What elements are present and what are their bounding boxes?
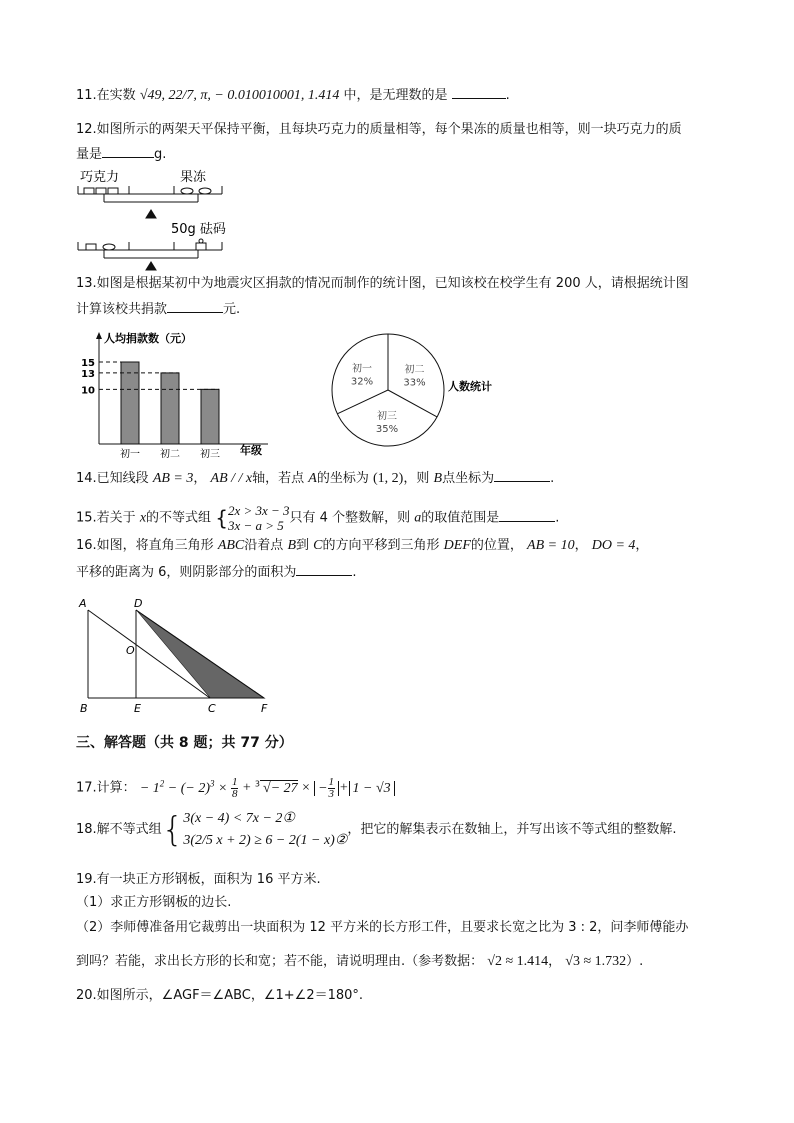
brace: { — [161, 810, 184, 850]
question-11: 11.在实数 √49, 22/7, π, − 0.010010001, 1.414 中，是无理数的是 . — [76, 88, 510, 103]
translation-triangle-figure — [74, 596, 280, 718]
question-19-line3: （2）李师傅准备用它裁剪出一块面积为 12 平方米的长方形工件，且要求长宽之比为 3 : 2，问李师傅能办 — [76, 920, 689, 935]
answer-blank[interactable] — [296, 563, 352, 576]
pie-chart-title: 人数统计 — [448, 380, 492, 393]
label-jelly: 果冻 — [180, 170, 207, 185]
answer-blank[interactable] — [102, 145, 154, 158]
bar-初三 — [201, 389, 219, 444]
pie-value-初三: 35% — [375, 423, 399, 435]
bar-初一 — [121, 362, 139, 444]
question-13-line2: 计算该校共捐款 元. — [76, 302, 241, 317]
y-tick-label: 13 — [81, 368, 95, 380]
balance-2 — [78, 239, 222, 270]
question-12-line2: 量是 g. — [76, 147, 167, 162]
answer-blank[interactable] — [452, 86, 506, 99]
question-16-line2: 平移的距离为 6，则阴影部分的面积为 . — [76, 565, 357, 580]
pie-value-初二: 33% — [403, 377, 426, 389]
x-tick-label: 初三 — [200, 449, 220, 458]
answer-blank[interactable] — [499, 509, 555, 522]
question-17: 17.计算： − $1^2$ − (− 2)$^3$ × $\frac{1}{8}$ + $^3$ √− 27 × − $\frac{1}{3}$ + 1 − √3 — [76, 770, 395, 802]
y-tick-label: 10 — [81, 385, 95, 397]
answer-blank[interactable] — [494, 469, 550, 482]
svg-text:O: O — [126, 644, 135, 657]
svg-text:C: C — [208, 702, 216, 715]
q11-numbers: √49, 22/7, π, − 0.010010001, 1.414 — [139, 88, 340, 103]
question-13-line1: 13.如图是根据某初中为地震灾区捐款的情况而制作的统计图，已知该校在校学生有 200 人，请根据统计图 — [76, 276, 689, 291]
y-tick-label: 15 — [81, 358, 95, 369]
question-18: 18.解不等式组{ 3(x − 4) < 7x − 2① 3(2/5 x + 2) ≥ 6 − 2(1 − x)② ，把它的解集表示在数轴上，并写出该不等式组的整数解. — [76, 810, 677, 850]
svg-text:F: F — [261, 702, 268, 715]
bar-chart-title: 人均捐款数（元） — [104, 332, 192, 345]
question-19-line1: 19.有一块正方形钢板，面积为 16 平方米. — [76, 872, 321, 887]
question-19-line2: （1）求正方形钢板的边长. — [76, 895, 232, 910]
bar-chart — [78, 326, 278, 458]
question-15: 15.若关于 x的不等式组 { 2x > 3x − 3 3x − a > 5 只有 4 个整数解，则 a的取值范围是 . — [76, 503, 560, 533]
y-axis-arrow — [96, 332, 102, 339]
question-12-line1: 12.如图所示的两架天平保持平衡，且每块巧克力的质量相等，每个果冻的质量也相等，则一块巧克力的质 — [76, 122, 682, 137]
question-14: 14.已知线段 AB = 3， AB / / x轴，若点 A的坐标为 (1, 2)，则 B点坐标为 . — [76, 471, 555, 486]
svg-text:E: E — [134, 702, 141, 715]
pie-label-初二: 初二 — [404, 364, 425, 376]
bar-初二 — [161, 373, 179, 444]
balance-figure — [74, 166, 234, 272]
label-weight: 50g 砝码 — [171, 222, 226, 237]
svg-text:A: A — [79, 597, 87, 610]
svg-text:D: D — [134, 597, 143, 610]
x-tick-label: 初二 — [160, 449, 180, 458]
question-19-line4: 到吗？若能，求出长方形的长和宽；若不能，请说明理由.（参考数据： √2 ≈ 1.414， √3 ≈ 1.732）. — [76, 954, 644, 969]
balance-1 — [78, 186, 222, 218]
svg-text:B: B — [80, 702, 88, 715]
pie-label-初一: 初一 — [351, 363, 372, 375]
section-title: 三、解答题（共 8 题；共 77 分） — [76, 735, 293, 751]
bar-chart-xlabel: 年级 — [240, 444, 262, 457]
question-20-line1: 20.如图所示，∠AGF＝∠ABC，∠1+∠2＝180°. — [76, 988, 364, 1003]
pie-label-初三: 初三 — [377, 410, 398, 422]
label-chocolate: 巧克力 — [80, 170, 120, 185]
x-tick-label: 初一 — [120, 449, 140, 458]
answer-blank[interactable] — [167, 300, 223, 313]
brace: { — [215, 506, 228, 530]
pie-chart — [330, 330, 510, 454]
question-16-line1: 16.如图，将直角三角形 ABC沿着点 B到 C的方向平移到三角形 DEF的位置， AB = 10， DO = 4， — [76, 538, 649, 553]
pie-value-初一: 32% — [350, 376, 374, 388]
